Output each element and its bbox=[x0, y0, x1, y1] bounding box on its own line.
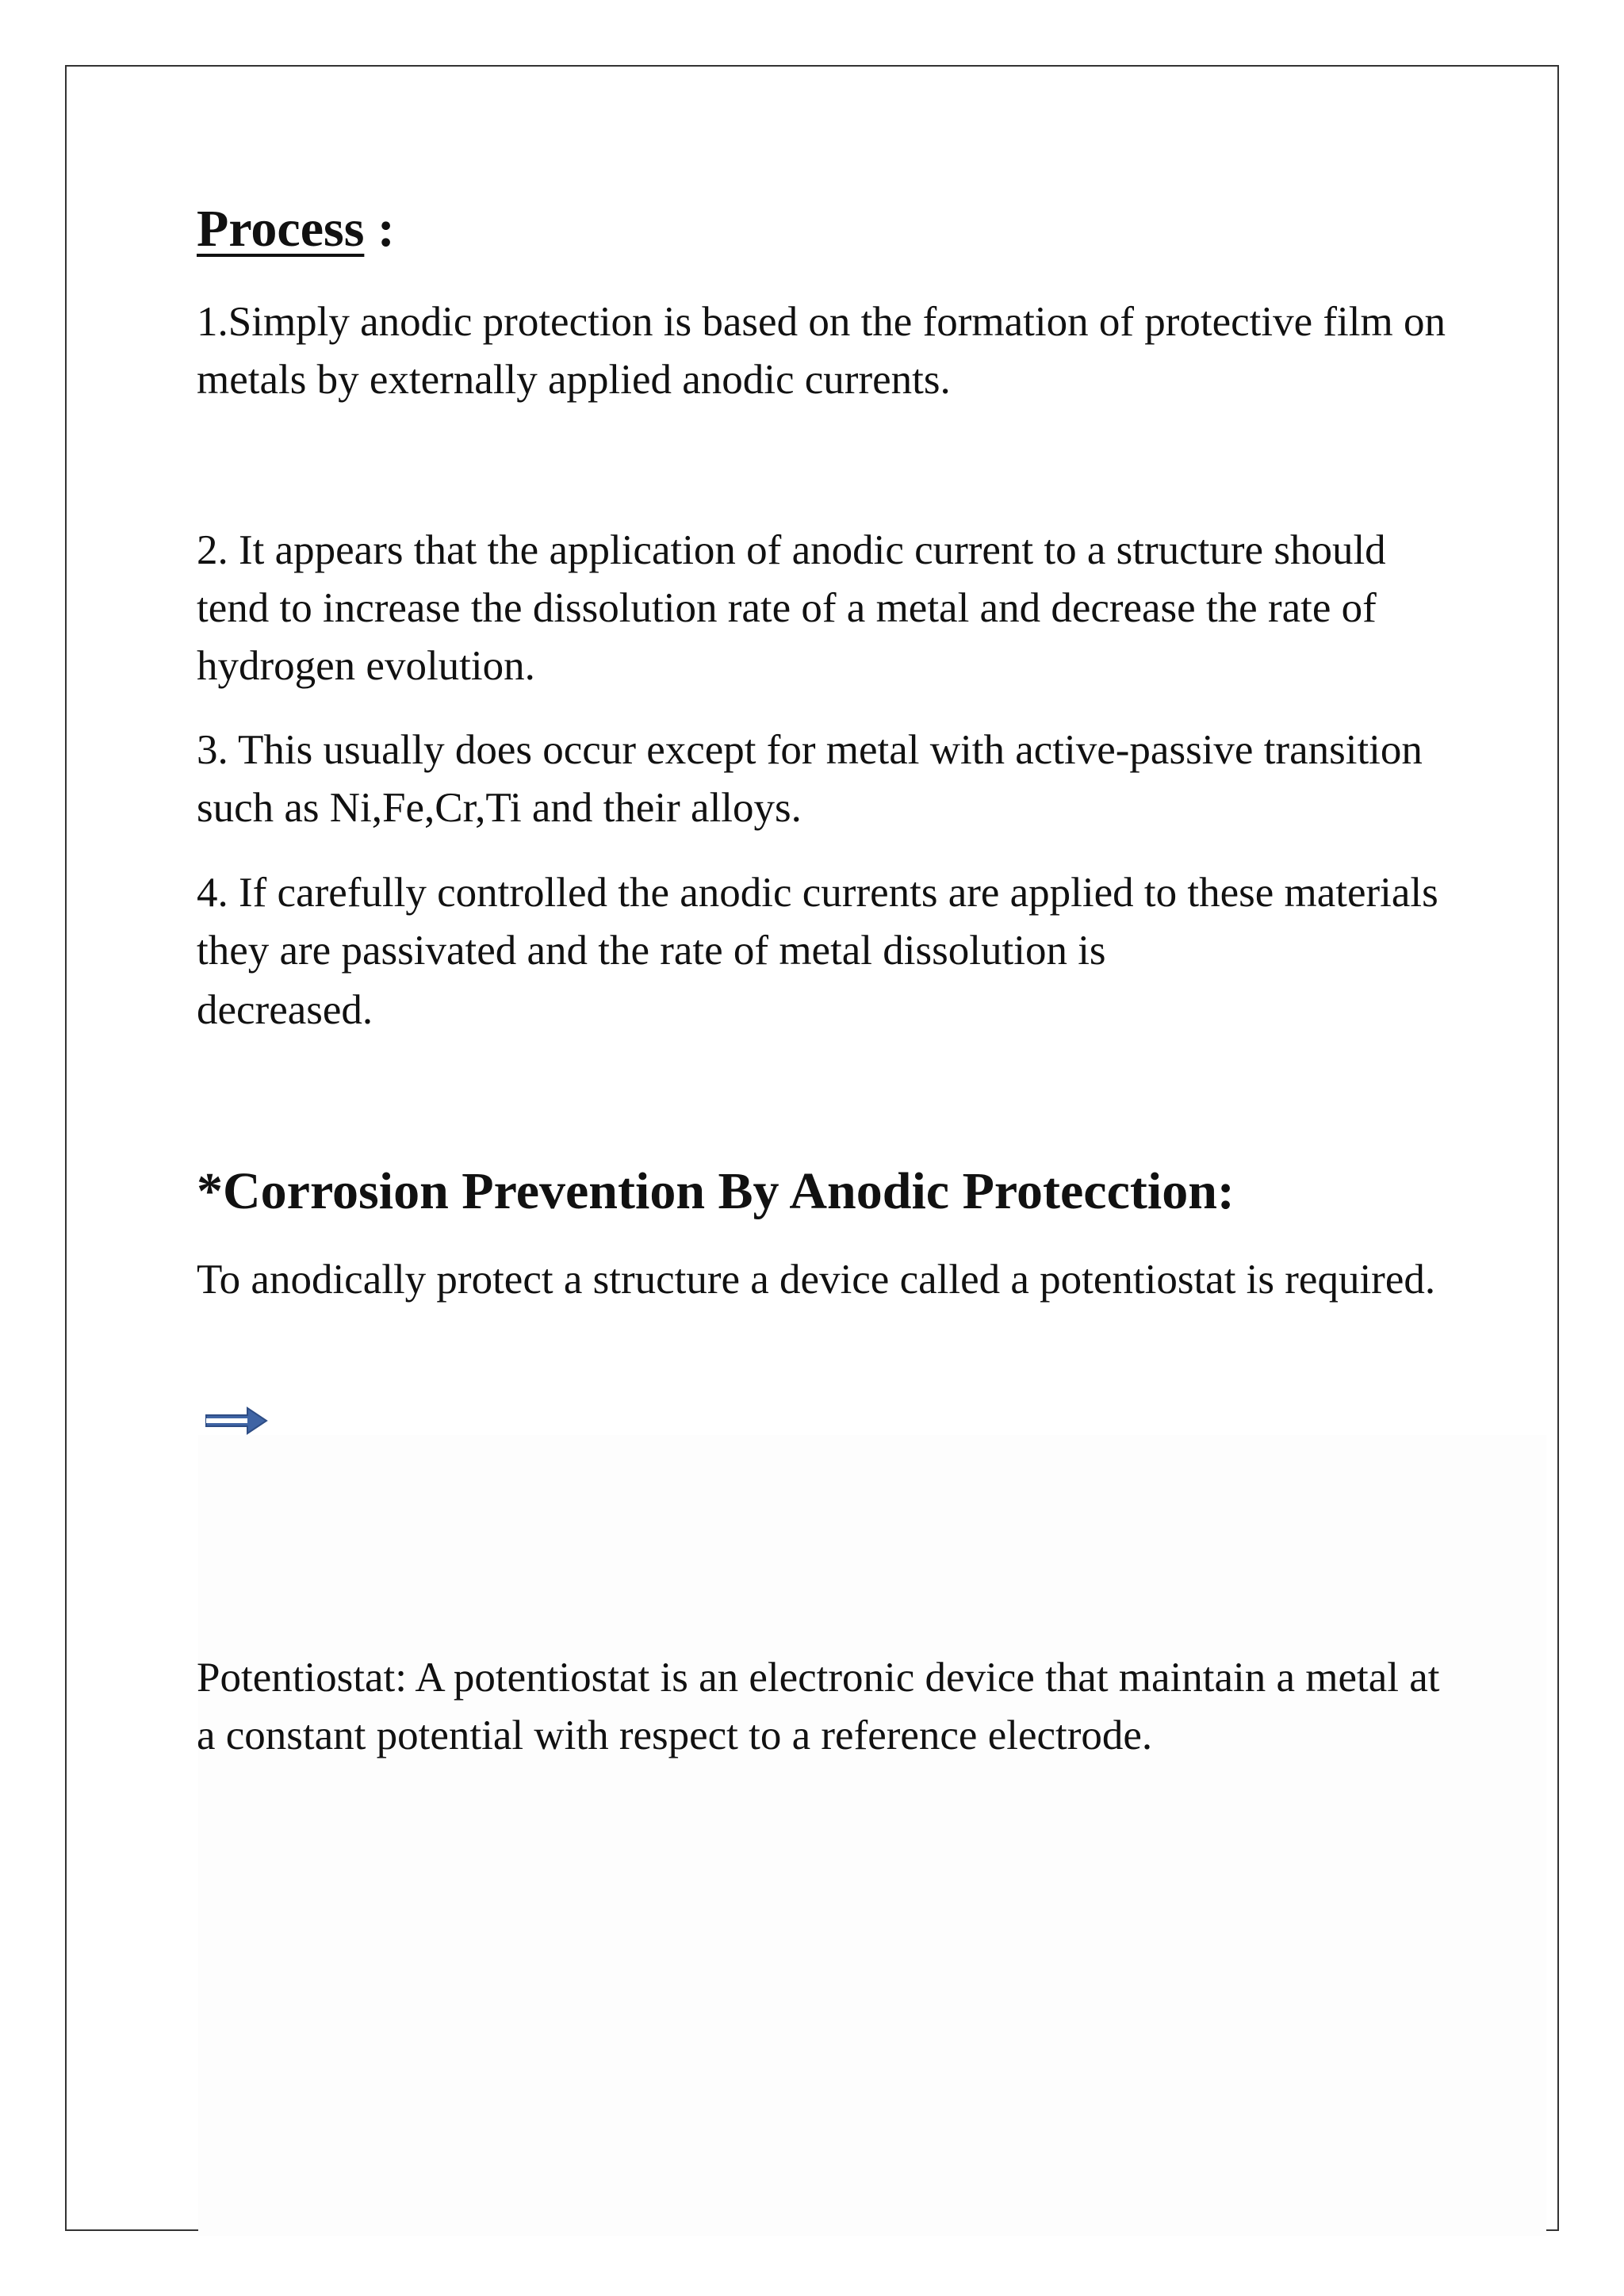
potentiostat-intro: To anodically protect a structure a device called a potentiostat is required. bbox=[197, 1257, 1436, 1303]
process-point-2: 2. It appears that the application of anodic current to a structure should tend to increase the dissolution rate of a metal and decrease the rate of hydrogen evolution. bbox=[197, 527, 1386, 689]
process-point-4-last-line: decreased. bbox=[197, 987, 373, 1033]
process-heading-text: Process bbox=[197, 200, 365, 258]
process-point-1: 1.Simply anodic protection is based on the formation of protective film on metals by externally applied anodic currents. bbox=[197, 299, 1446, 403]
process-heading bbox=[197, 195, 395, 263]
right-arrow-icon bbox=[205, 1405, 268, 1437]
process-point-4-text: 4. If carefully controlled the anodic currents are applied to these materials they are passivated and the rate of metal dissolution is bbox=[197, 870, 1438, 974]
right-arrow-highlight bbox=[206, 1418, 247, 1423]
potentiostat-definition: Potentiostat: A potentiostat is an electronic device that maintain a metal at a constant potential with respect to a reference electrode. bbox=[197, 1655, 1440, 1758]
figure-placeholder bbox=[198, 1435, 1546, 2236]
process-point-3: 3. This usually does occur except for metal with active-passive transition such as Ni,Fe,Cr,Ti and their alloys. bbox=[197, 727, 1423, 831]
corrosion-prevention-heading: *Corrosion Prevention By Anodic Protecction: bbox=[197, 1162, 1235, 1220]
process-heading-suffix: : bbox=[364, 200, 395, 258]
process-point-4 bbox=[197, 864, 1465, 1039]
